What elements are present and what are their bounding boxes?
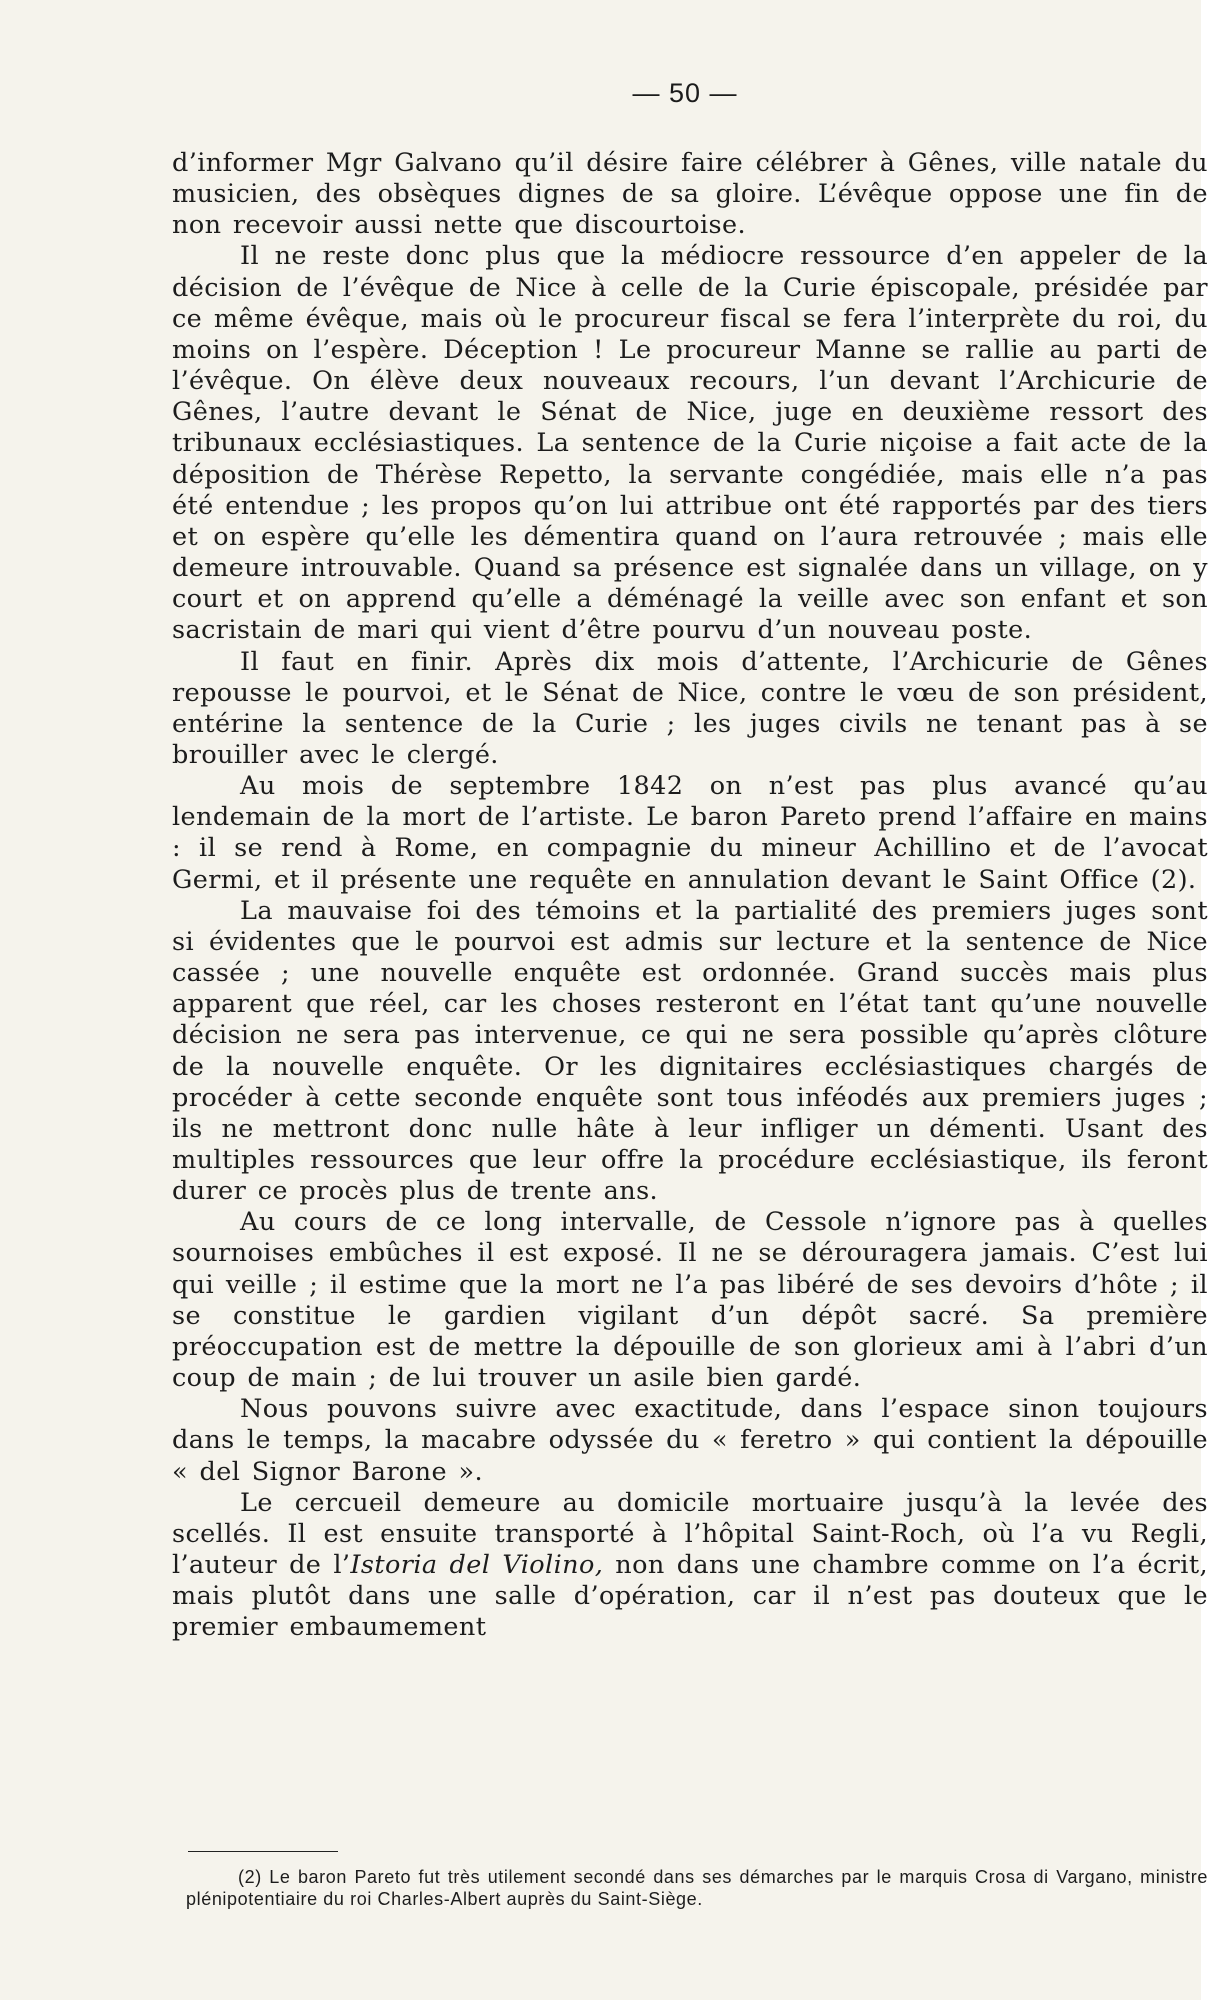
paragraph	[172, 1488, 1208, 1644]
paragraph: Nous pouvons suivre avec exactitude, dans l’espace sinon toujours dans le temps, la macabre odyssée du « feretro » qui contient la dépouille « del Signor Barone ».	[172, 1394, 1208, 1487]
paragraph: Il ne reste donc plus que la médiocre ressource d’en appeler de la décision de l’évêque de Nice à celle de la Curie épiscopale, présidée par ce même évêque, mais où le procureur fiscal se fera l’interprète du roi, du moins on l’espère. Déception ! Le procureur Manne se rallie au parti de l’évêque. On élève deux nouveaux recours, l’un devant l’Archicurie de Gênes, l’autre devant le Sénat de Nice, juge en deuxième ressort des tribunaux ecclésiastiques. La sentence de la Curie niçoise a fait acte de la déposition de Thérèse Repetto, la servante congédiée, mais elle n’a pas été entendue ; les propos qu’on lui attribue ont été rapportés par des tiers et on espère qu’elle les démentira quand on l’aura retrouvée ; mais elle demeure introuvable. Quand sa présence est signalée dans un village, on y court et on apprend qu’elle a déménagé la veille avec son enfant et son sacristain de mari qui vient d’être pourvu d’un nouveau poste.	[172, 241, 1208, 646]
paragraph: Il faut en finir. Après dix mois d’attente, l’Archicurie de Gênes repousse le pourvoi, et le Sénat de Nice, contre le vœu de son président, entérine la sentence de la Curie ; les juges civils ne tenant pas à se brouiller avec le clergé.	[172, 646, 1208, 770]
paragraph: La mauvaise foi des témoins et la partialité des premiers juges sont si évidentes que le pourvoi est admis sur lecture et la sentence de Nice cassée ; une nouvelle enquête est ordonnée. Grand succès mais plus apparent que réel, car les choses resteront en l’état tant qu’une nouvelle décision ne sera pas intervenue, ce qui ne sera possible qu’après clôture de la nouvelle enquête. Or les dignitaires ecclésiastiques chargés de procéder à cette seconde enquête sont tous inféodés aux premiers juges ; ils ne mettront donc nulle hâte à leur infliger un démenti. Usant des multiples ressources que leur offre la procédure ecclésiastique, ils feront durer ce procès plus de trente ans.	[172, 895, 1208, 1207]
footnote	[186, 1866, 1208, 1910]
page-number: — 50 —	[632, 78, 738, 108]
footnote-text: (2) Le baron Pareto fut très utilement secondé dans ses démarches par le marquis Crosa di Vargano, ministre plénipotentiaire du roi Charles-Albert auprès du Saint-Siège.	[186, 1867, 1208, 1909]
paragraph: d’informer Mgr Galvano qu’il désire faire célébrer à Gênes, ville natale du musicien, des obsèques dignes de sa gloire. L’évêque oppose une fin de non recevoir aussi nette que discourtoise.	[172, 148, 1208, 241]
book-title-italic: Istoria del Violino,	[350, 1550, 604, 1581]
paragraph-text: non dans une chambre comme on l’a écrit, mais plutôt dans une salle d’opération, car il n’est pas douteux que le premier embaumement	[172, 1550, 1208, 1643]
paragraph-text: Le cercueil demeure au domicile mortuaire jusqu’à la levée des scellés. Il est ensuite transporté à l’hôpital Saint-Roch, où l’a vu Regli, l’auteur de l’	[172, 1487, 1208, 1581]
paragraph: Au cours de ce long intervalle, de Cessole n’ignore pas à quelles sournoises embûches il est exposé. Il ne se dérouragera jamais. C’est lui qui veille ; il estime que la mort ne l’a pas libéré de ses devoirs d’hôte ; il se constitue le gardien vigilant d’un dépôt sacré. Sa première préoccupation est de mettre la dépouille de son glorieux ami à l’abri d’un coup de main ; de lui trouver un asile bien gardé.	[172, 1207, 1208, 1394]
paragraph: Au mois de septembre 1842 on n’est pas plus avancé qu’au lendemain de la mort de l’artiste. Le baron Pareto prend l’affaire en mains : il se rend à Rome, en compagnie du mineur Achillino et de l’avocat Germi, et il présente une requête en annulation devant le Saint Office (2).	[172, 771, 1208, 895]
footnote-separator	[188, 1851, 338, 1852]
body-text	[172, 148, 1208, 1644]
